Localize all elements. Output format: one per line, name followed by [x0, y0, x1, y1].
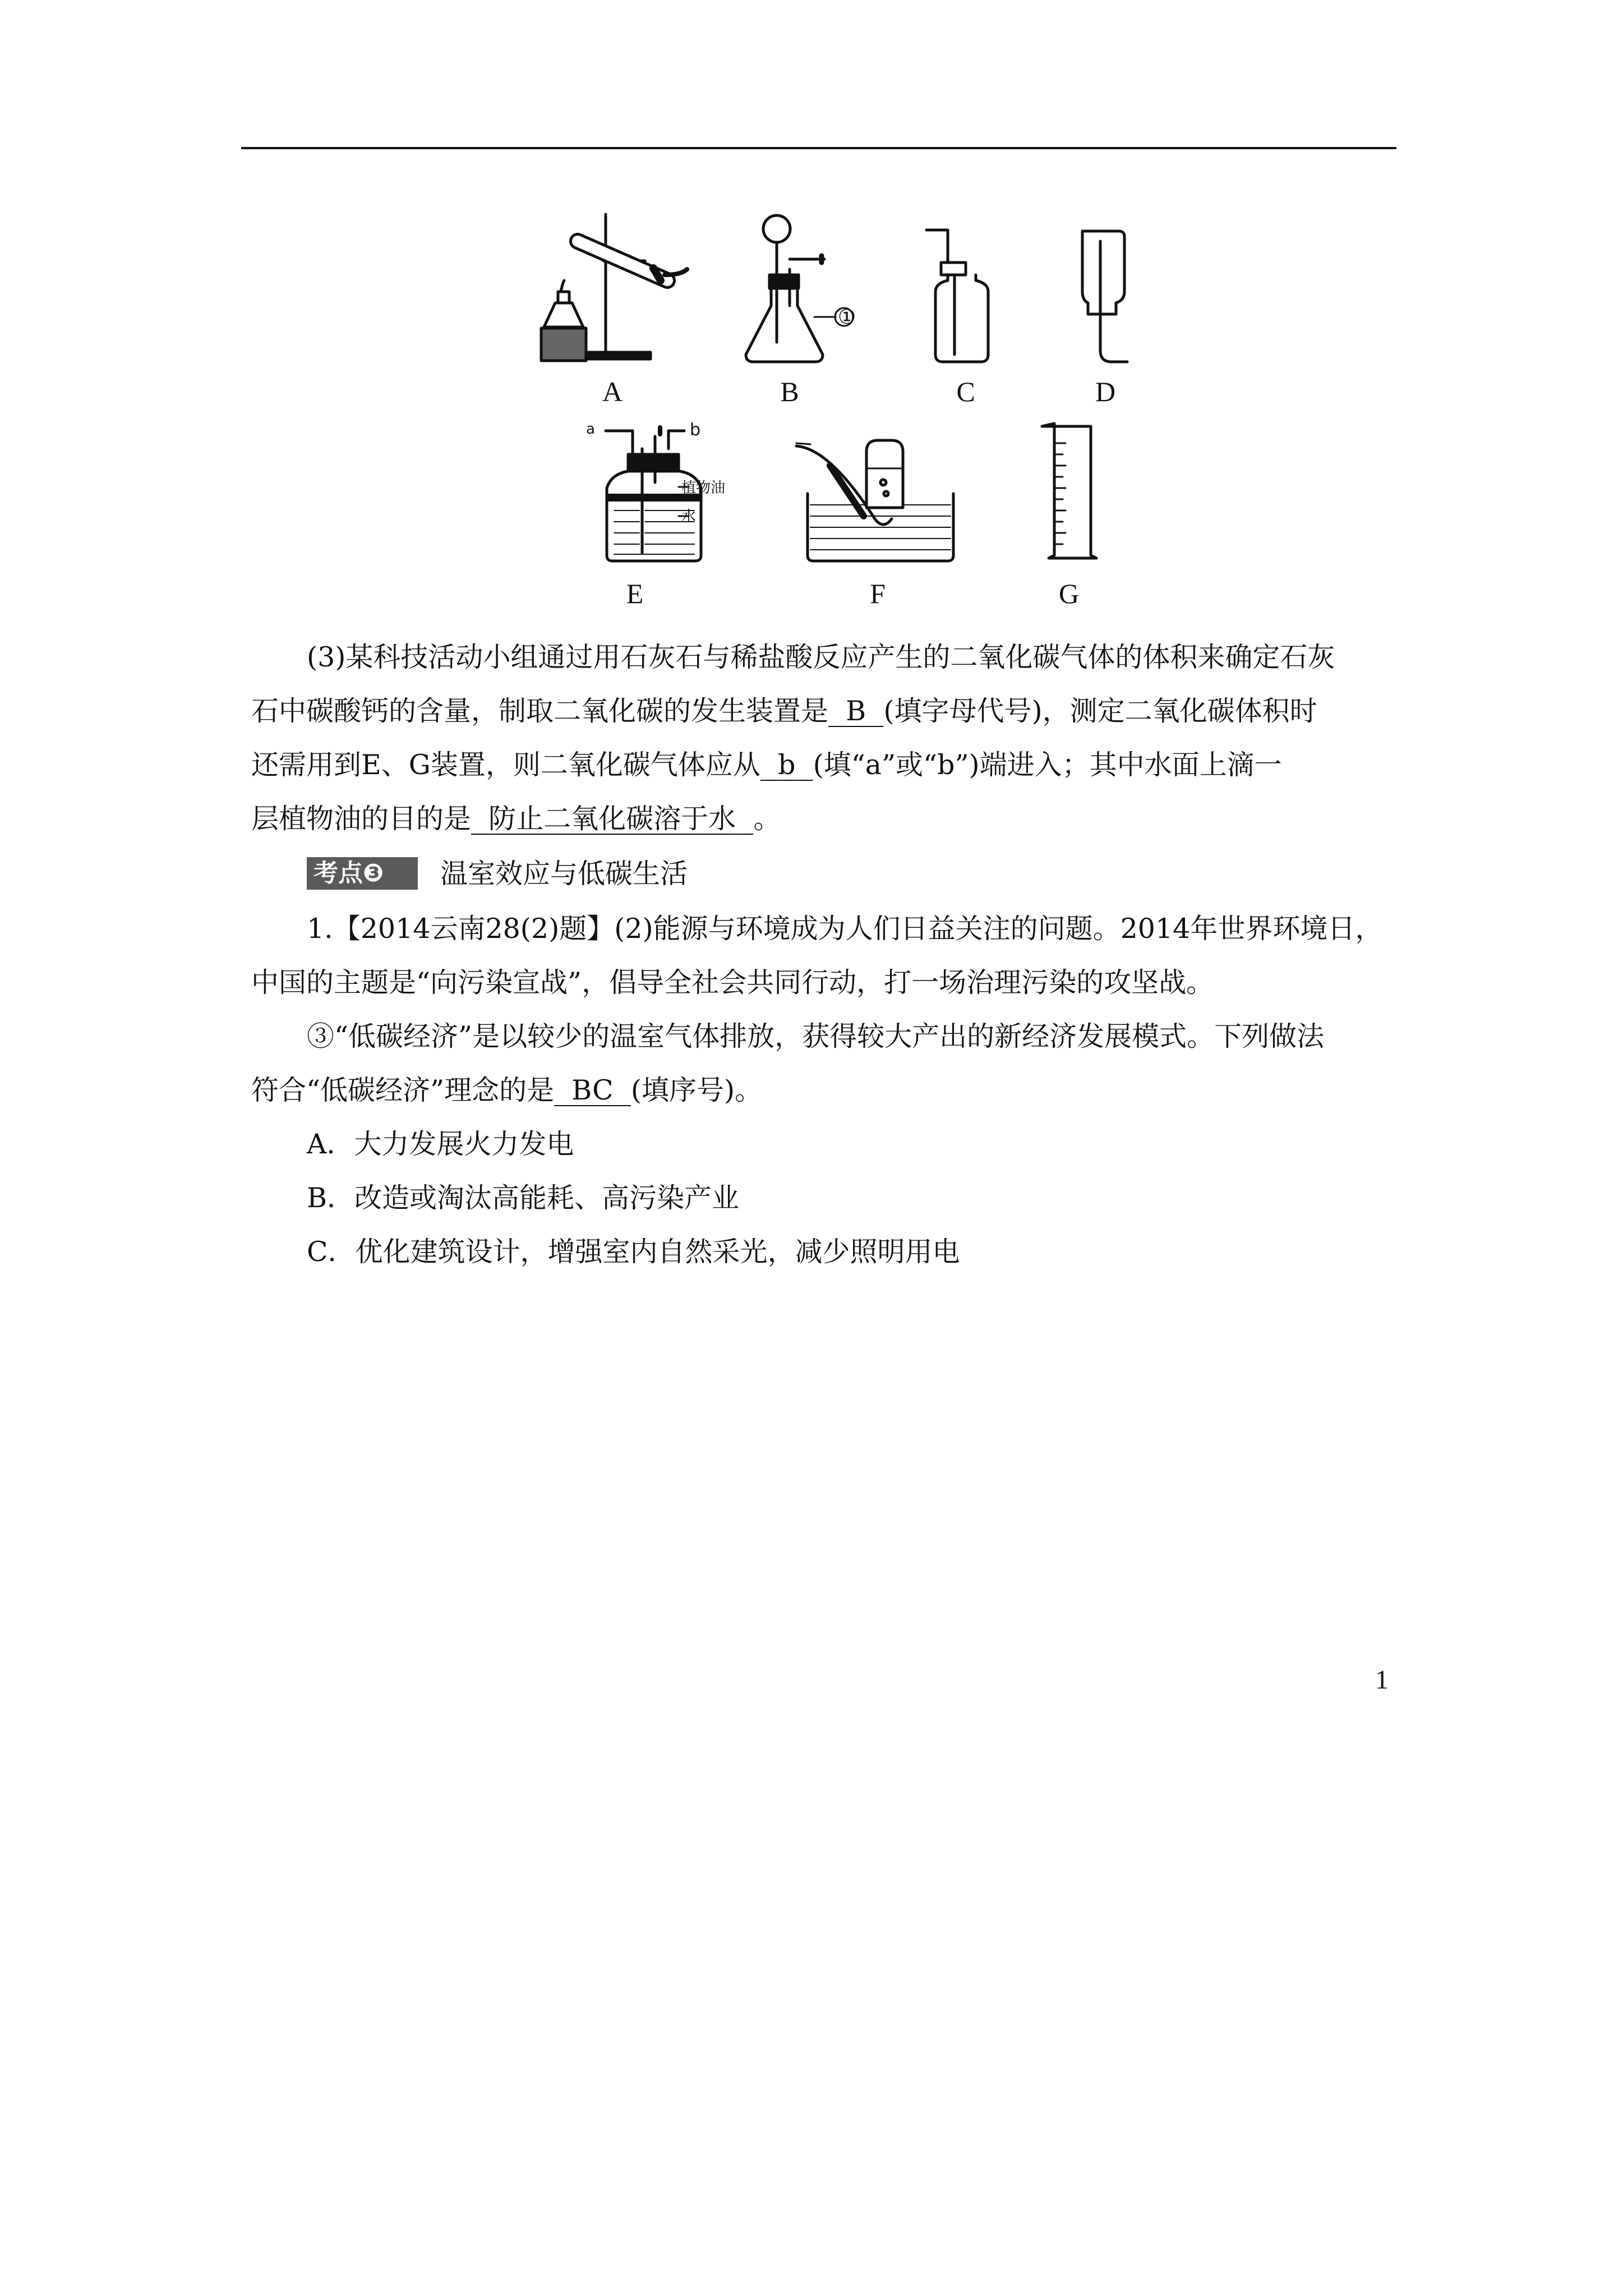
q3-line-2-pre: 石中碳酸钙的含量，制取二氧化碳的发生装置是 — [251, 695, 829, 727]
q1-line-4-pre: 符合“低碳经济”理念的是 — [251, 1074, 555, 1106]
q3-answer-2: b — [778, 749, 796, 781]
e-water-label: 水 — [681, 508, 697, 525]
apparatus-figure — [0, 0, 1623, 617]
q3-line-1: (3)某科技活动小组通过用石灰石与稀盐酸反应产生的二氧化碳气体的体积来确定石灰 — [307, 641, 1335, 673]
label-e: E — [626, 578, 644, 609]
q1-line-2: 中国的主题是“向污染宣战”，倡导全社会共同行动，打一场治理污染的攻坚战。 — [251, 967, 1214, 999]
page-number: 1 — [1375, 1665, 1389, 1695]
label-d: D — [1095, 376, 1116, 407]
q1-line-1: 1.【2014云南28(2)题】(2)能源与环境成为人们日益关注的问题。2014年世界环境日， — [307, 913, 1383, 945]
q3-line-3 — [251, 751, 1282, 779]
kaodian-title: 温室效应与低碳生活 — [440, 858, 688, 890]
b-part-label: ① — [838, 306, 856, 329]
q3-answer-3: 防止二氧化碳溶于水 — [488, 803, 736, 835]
kaodian-badge: 考点❸ — [307, 857, 418, 890]
label-b: B — [780, 376, 799, 407]
label-c: C — [956, 376, 975, 407]
apparatus-f — [796, 440, 953, 561]
q1-option-b: B．改造或淘汰高能耗、高污染产业 — [307, 1182, 740, 1214]
q1-answer: BC — [571, 1074, 614, 1106]
e-port-b: b — [690, 420, 701, 440]
q1-option-a: A．大力发展火力发电 — [307, 1128, 574, 1160]
label-a: A — [602, 376, 623, 407]
q1-line-3: ③“低碳经济”是以较少的温室气体排放，获得较大产出的新经济发展模式。下列做法 — [307, 1020, 1325, 1052]
e-port-a: a — [586, 421, 595, 438]
e-oil-label: 植物油 — [681, 480, 726, 496]
label-g: G — [1058, 578, 1080, 609]
q3-line-4-post: 。 — [753, 803, 781, 835]
q3-line-3-post: (填“a”或“b”)端进入；其中水面上滴一 — [813, 749, 1282, 781]
q3-answer-1: B — [846, 695, 866, 727]
q3-line-4-pre: 层植物油的目的是 — [251, 803, 472, 835]
q3-line-2-post: (填字母代号)，测定二氧化碳体积时 — [883, 695, 1317, 727]
apparatus-b — [746, 215, 853, 362]
q3-line-2 — [251, 697, 1317, 725]
apparatus-c — [926, 230, 988, 362]
apparatus-a — [541, 214, 687, 361]
q1-line-4 — [251, 1076, 762, 1104]
apparatus-d — [1082, 231, 1127, 362]
q1-line-4-post: (填序号)。 — [630, 1074, 763, 1106]
label-f: F — [870, 578, 886, 609]
apparatus-g — [1042, 424, 1096, 558]
q1-option-c: C．优化建筑设计，增强室内自然采光，减少照明用电 — [307, 1236, 960, 1268]
q3-line-3-pre: 还需用到E、G装置，则二氧化碳气体应从 — [251, 749, 760, 781]
q3-line-4 — [251, 803, 781, 835]
